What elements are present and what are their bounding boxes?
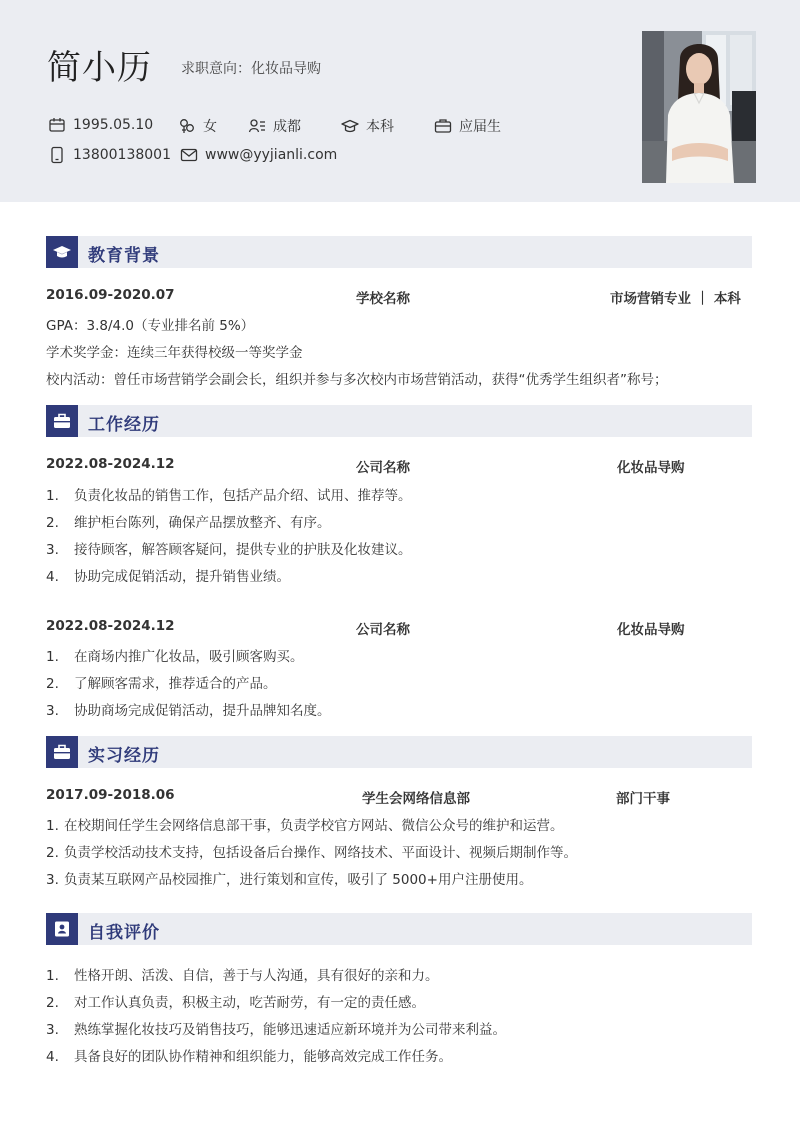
list-item: 1. 在商场内推广化妆品，吸引顾客购买。: [46, 649, 304, 665]
intern-role: 部门干事: [616, 791, 670, 807]
city-item: [248, 116, 301, 136]
graduation-cap-icon: [52, 242, 72, 262]
job-role: 化妆品导购: [617, 460, 685, 476]
entry-date: 2016.09-2020.07: [46, 287, 175, 303]
section-title: 教育背景: [88, 246, 160, 266]
candidate-name: 简小历: [47, 48, 152, 88]
phone: 13800138001: [73, 147, 171, 163]
gender-icon: [178, 117, 196, 135]
list-item: 1. 性格开朗、活泼、自信，善于与人沟通，具有很好的亲和力。: [46, 968, 439, 984]
org-name: 学生会网络信息部: [362, 791, 470, 807]
internship-badge: [46, 736, 78, 768]
education-line: 学术奖学金：连续三年获得校级一等奖学金: [46, 345, 303, 361]
self-evaluation-badge: [46, 913, 78, 945]
entry-date: 2022.08-2024.12: [46, 456, 175, 472]
job-role: 化妆品导购: [617, 622, 685, 638]
phone-icon: [48, 146, 66, 164]
internship-entry-head: [46, 787, 742, 807]
entry-date: 2022.08-2024.12: [46, 618, 175, 634]
section-title: 实习经历: [88, 746, 160, 766]
work-entry-head: [46, 618, 742, 638]
briefcase-icon: [434, 117, 452, 135]
briefcase-icon: [52, 411, 72, 431]
education-line: 校内活动：曾任市场营销学会副会长，组织并参与多次校内市场营销活动，获得“优秀学生组织者”称号；: [46, 372, 668, 388]
list-item: 4. 协助完成促销活动，提升销售业绩。: [46, 569, 290, 585]
gender: 女: [203, 119, 217, 135]
list-item: 2. 了解顾客需求，推荐适合的产品。: [46, 676, 277, 692]
section-internship: [46, 736, 752, 768]
list-item: 2. 对工作认真负责，积极主动，吃苦耐劳，有一定的责任感。: [46, 995, 425, 1011]
resume-header: [0, 0, 800, 202]
list-item: 1. 在校期间任学生会网络信息部干事，负责学校官方网站、微信公众号的维护和运营。: [46, 818, 564, 834]
section-work: [46, 405, 752, 437]
mail-icon: [180, 146, 198, 164]
city: 成都: [273, 119, 301, 135]
job-intention: 求职意向：化妆品导购: [181, 61, 321, 77]
gender-item: [178, 116, 217, 136]
section-education: [46, 236, 752, 268]
list-item: 4. 具备良好的团队协作精神和组织能力，能够高效完成工作任务。: [46, 1049, 452, 1065]
company-name: 公司名称: [356, 622, 410, 638]
birth-date-item: [48, 116, 153, 134]
list-item: 1. 负责化妆品的销售工作，包括产品介绍、试用、推荐等。: [46, 488, 412, 504]
education-line: GPA：3.8/4.0（专业排名前 5%）: [46, 318, 255, 334]
entry-date: 2017.09-2018.06: [46, 787, 175, 803]
school-name: 学校名称: [356, 291, 410, 307]
email-item: [180, 146, 337, 164]
status-item: [434, 116, 501, 136]
list-item: 3. 协助商场完成促销活动，提升品牌知名度。: [46, 703, 331, 719]
degree: 本科: [366, 119, 394, 135]
major-degree: 市场营销专业 ｜ 本科: [610, 291, 741, 307]
calendar-icon: [48, 116, 66, 134]
list-item: 2. 维护柜台陈列，确保产品摆放整齐、有序。: [46, 515, 331, 531]
section-title: 工作经历: [88, 415, 160, 435]
education-entry-head: [46, 287, 742, 307]
section-self-evaluation: [46, 913, 752, 945]
briefcase-icon: [52, 742, 72, 762]
list-item: 3. 负责某互联网产品校园推广，进行策划和宣传，吸引了 5000+用户注册使用。: [46, 872, 533, 888]
list-item: 3. 接待顾客，解答顾客疑问，提供专业的护肤及化妆建议。: [46, 542, 412, 558]
degree-item: [341, 116, 394, 136]
id-card-icon: [52, 919, 72, 939]
person-list-icon: [248, 117, 266, 135]
education-badge: [46, 236, 78, 268]
list-item: 3. 熟练掌握化妆技巧及销售技巧，能够迅速适应新环境并为公司带来利益。: [46, 1022, 506, 1038]
birth-date: 1995.05.10: [73, 117, 154, 133]
profile-photo: [642, 31, 756, 183]
section-title: 自我评价: [88, 923, 160, 943]
email: www@yyjianli.com: [205, 147, 338, 163]
work-badge: [46, 405, 78, 437]
work-entry-head: [46, 456, 742, 476]
list-item: 2. 负责学校活动技术支持，包括设备后台操作、网络技术、平面设计、视频后期制作等。: [46, 845, 577, 861]
phone-item: [48, 146, 171, 164]
status: 应届生: [459, 119, 501, 135]
graduation-cap-icon: [341, 117, 359, 135]
company-name: 公司名称: [356, 460, 410, 476]
